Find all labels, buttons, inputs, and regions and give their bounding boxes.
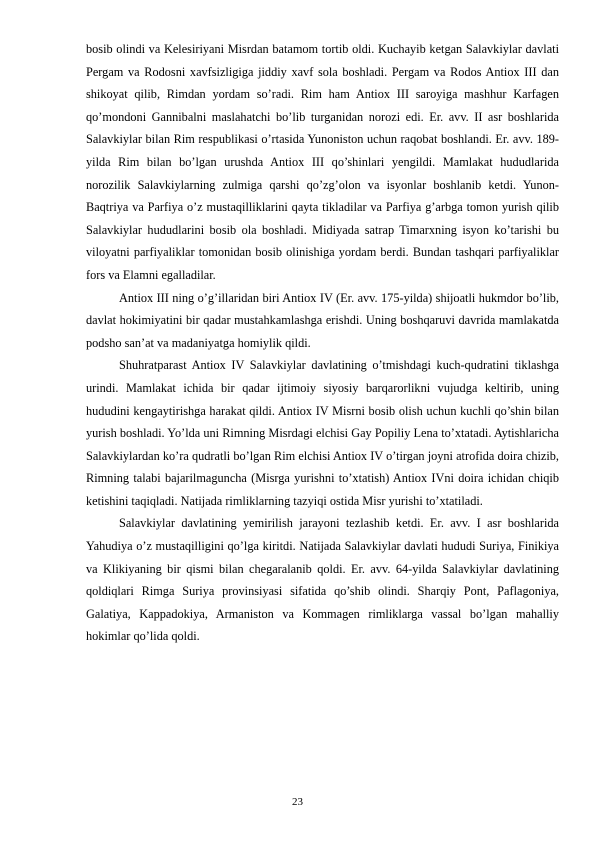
paragraph-3: Shuhratparast Antiox IV Salavkiylar davlatining o’tmishdagi kuch-qudratini tiklashga urindi. Mamlakat ichida bir qadar ijtimoiy siyosiy barqarorlikni vujudga keltirib, uning hududini kengaytirishga harakat qildi. Antiox IV Misrni bosib olish uchun kuchli qo’shin bilan yurish boshladi. Yo’lda uni Rimning Misrdagi elchisi Gay Popiliy Lena to’xtatadi. Aytishlaricha Salavkiylardan ko’ra qudratli bo’lgan Rim elchisi Antiox IV o’tirgan joyni atrofida doira chizib, Rimning talabi bajarilmaguncha (Misrga yurishni to’xtatish) Antiox IVni doira ichidan chiqib ketishini taqiqladi. Natijada rimliklarning tazyiqi ostida Misr yurishi to’xtatiladi.: [86, 358, 559, 508]
page-number: 23: [292, 796, 303, 808]
document-page: [86, 38, 559, 648]
paragraph-1: bosib olindi va Kelesiriyani Misrdan batamom tortib oldi. Kuchayib ketgan Salavkiylar davlati Pergam va Rodosni xavfsizligiga jiddiy xavf sola boshladi. Pergam va Rodos Antiox III dan shikoyat qilib, Rimdan yordam so’radi. Rim ham Antiox III saroyiga mashhur Karfagen qo’mondoni Gannibalni maslahatchi bo’lib turganidan norozi edi. Er. avv. II asr boshlarida Salavkiylar bilan Rim respublikasi o’rtasida Yunoniston uchun raqobat boshlandi. Er. avv. 189-yilda Rim bilan bo’lgan urushda Antiox III qo’shinlari yengildi. Mamlakat hududlarida norozilik Salavkiylarning zulmiga qarshi qo’zg’olon va isyonlar boshlanib ketdi. Yunon-Baqtriya va Parfiya o’z mustaqilliklarini qayta tikladilar va Parfiya g’arbga tomon yurish qilib Salavkiylar hududlarini bosib ola boshladi. Midiyada satrap Timarxning isyon ko’tarishi bu viloyatni parfiyaliklar tomonidan bosib olinishiga yordam berdi. Bundan tashqari parfiyaliklar fors va Elamni egalladilar.: [86, 42, 559, 282]
paragraph-2: Antiox III ning o’g’illaridan biri Antiox IV (Er. avv. 175-yilda) shijoatli hukmdor bo’lib, davlat hokimiyatini bir qadar mustahkamlashga erishdi. Uning boshqaruvi davrida mamlakatda podsho san’at va madaniyatga homiylik qildi.: [86, 290, 559, 350]
paragraph-4: Salavkiylar davlatining yemirilish jarayoni tezlashib ketdi. Er. avv. I asr boshlarida Yahudiya o’z mustaqilligini qo’lga kiritdi. Natijada Salavkiylar davlati hududi Suriya, Finikiya va Klikiyaning bir qismi bilan chegaralanib qoldi. Er. avv. 64-yilda Salavkiylar davlatining qoldiqlari Rimga Suriya provinsiyasi sifatida qo’shib olindi. Sharqiy Pont, Paflagoniya, Galatiya, Kappadokiya, Armaniston va Kommagen rimliklarga vassal bo’lgan mahalliy hokimlar qo’lida qoldi.: [86, 516, 559, 644]
